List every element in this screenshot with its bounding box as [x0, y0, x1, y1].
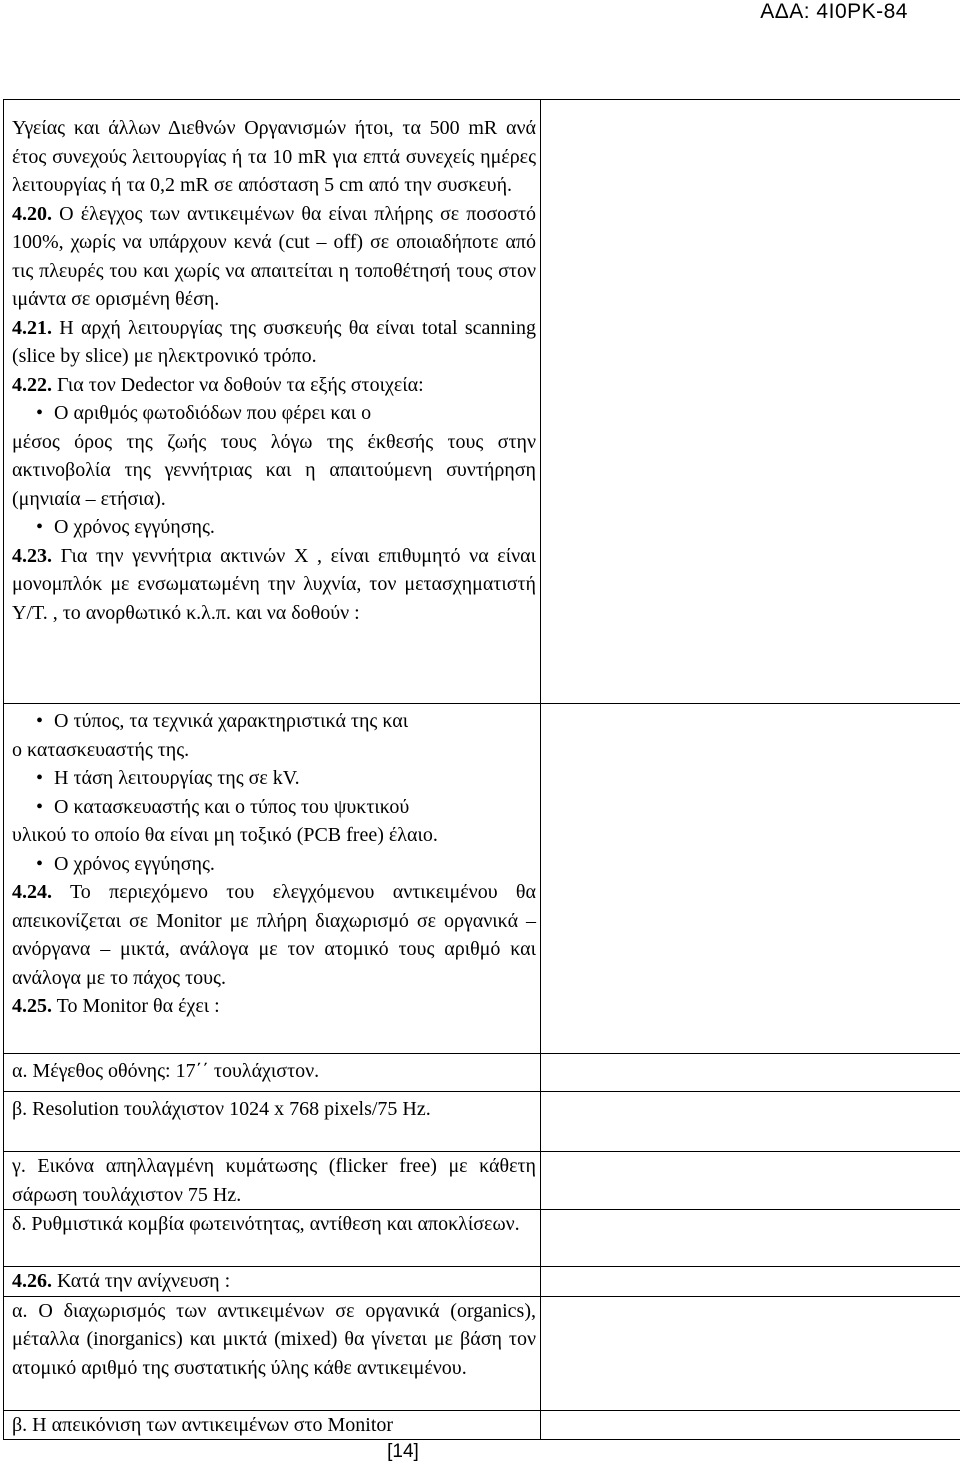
item-text: Για τον Dedector να δοθούν τα εξής στοιχεία: [52, 373, 424, 396]
bullet-icon: • [36, 795, 44, 818]
empty-cell [541, 1152, 960, 1210]
empty-cell [541, 1054, 960, 1092]
empty-cell [541, 1410, 960, 1440]
list-item [12, 513, 536, 542]
empty-cell [541, 1296, 960, 1410]
bullet-icon: • [36, 710, 44, 732]
table-row [4, 1267, 960, 1297]
spec-cell [4, 1152, 541, 1210]
spec-cell [4, 1296, 541, 1410]
monitor-spec-b: β. Resolution τουλάχιστον 1024 x 768 pixels/75 Hz. [12, 1098, 431, 1120]
paragraph-4-20 [12, 200, 536, 314]
page-number: [14] [387, 1441, 419, 1462]
list-item [12, 850, 536, 879]
list-item [12, 793, 536, 822]
item-number: 4.22. [12, 373, 52, 396]
spec-cell [4, 1410, 541, 1440]
spec-cell [4, 1210, 541, 1267]
paragraph-4-21 [12, 314, 536, 371]
empty-cell [541, 1092, 960, 1152]
document-id: ΑΔΑ: 4Ι0ΡΚ-84 [760, 0, 908, 23]
empty-cell [541, 1210, 960, 1267]
spec-cell [4, 704, 541, 1054]
list-item-text: Ο τύπος, τα τεχνικά χαρακτηριστικά της και [54, 710, 409, 732]
list-item-text: Η τάση λειτουργίας της σε kV. [54, 767, 300, 789]
list-item [12, 764, 536, 793]
table-row [4, 1152, 960, 1210]
spec-cell [4, 1267, 541, 1297]
list-item-text: Ο χρόνος εγγύησης. [54, 852, 215, 875]
monitor-spec-d: δ. Ρυθμιστικά κομβία φωτεινότητας, αντίθεση και αποκλίσεων. [12, 1213, 520, 1235]
list-item [12, 707, 536, 736]
table-row [4, 1092, 960, 1152]
paragraph-continuation: Υγείας και άλλων Διεθνών Οργανισμών ήτοι, τα 500 mR ανά έτος συνεχούς λειτουργίας ή τα 10 mR για επτά συνεχείς ημέρες λειτουργίας ή τα 0,2 mR σε απόσταση 5 cm από την συσκευή. [12, 117, 536, 196]
detection-spec-a: α. Ο διαχωρισμός των αντικειμένων σε οργανικά (organics), μέταλλα (inorganics) και μικτά (mixed) θα γίνεται με βάση τον ατομικό αριθμό της συστατικής ύλης κάθε αντικειμένου. [12, 1299, 536, 1379]
list-item-continuation: υλικού το οποίο θα είναι μη τοξικό (PCB free) έλαιο. [12, 824, 438, 846]
bullet-icon: • [36, 767, 44, 789]
table-row [4, 1054, 960, 1092]
paragraph-4-24 [12, 878, 536, 992]
paragraph-4-26 [12, 1267, 536, 1296]
spec-cell [4, 1054, 541, 1092]
paragraph-4-22 [12, 371, 536, 400]
empty-cell [541, 704, 960, 1054]
table-row [4, 1210, 960, 1267]
empty-cell [541, 100, 960, 704]
table-row [4, 1296, 960, 1410]
detection-spec-b: β. Η απεικόνιση των αντικειμένων στο Monitor [12, 1413, 394, 1436]
item-text: Για την γεννήτρια ακτινών Χ , είναι επιθυμητό να είναι μονομπλόκ με ενσωματωμένη την λυχνία, τον μετασχηματιστή Υ/Τ. , το ανορθωτικό κ.λ.π. και να δοθούν : [12, 544, 536, 624]
paragraph-4-23 [12, 542, 536, 628]
list-item-continuation: ο κατασκευαστής της. [12, 738, 190, 761]
item-number: 4.26. [12, 1270, 52, 1292]
list-item-text: Ο χρόνος εγγύησης. [54, 516, 215, 538]
bullet-icon: • [36, 852, 44, 875]
list-item-text: Ο αριθμός φωτοδιόδων που φέρει και ο [54, 402, 372, 424]
item-text: Το περιεχόμενο του ελεγχόμενου αντικειμένου θα απεικονίζεται σε Monitor με πλήρη διαχωρισμό σε οργανικά – ανόργανα – μικτά, ανάλογα με τον ατομικό τους αριθμό και ανάλογα με το πάχος τους. [12, 881, 536, 989]
bullet-icon: • [36, 516, 44, 538]
monitor-spec-a: α. Μέγεθος οθόνης: 17΄΄ τουλάχιστον. [12, 1060, 320, 1082]
item-text: Ο έλεγχος των αντικειμένων θα είναι πλήρης σε ποσοστό 100%, χωρίς να υπάρχουν κενά (cut – off) σε οποιαδήποτε από τις πλευρές του και χωρίς να απαιτείται η τοποθέτησή τους στον ιμάντα σε ορισμένη θέση. [12, 202, 536, 310]
spec-cell [4, 100, 541, 704]
item-number: 4.21. [12, 316, 52, 339]
table-row [4, 704, 960, 1054]
spec-cell [4, 1092, 541, 1152]
list-item-text: Ο κατασκευαστής και ο τύπος του ψυκτικού [54, 795, 410, 818]
specifications-table [3, 99, 960, 1440]
bullet-icon: • [36, 402, 44, 424]
item-number: 4.25. [12, 995, 52, 1017]
list-item [12, 399, 536, 428]
item-text: Η αρχή λειτουργίας της συσκευής θα είναι total scanning (slice by slice) με ηλεκτρονικό τρόπο. [12, 316, 536, 367]
monitor-spec-c: γ. Εικόνα απηλλαγμένη κυμάτωσης (flicker free) με κάθετη σάρωση τουλάχιστον 75 Hz. [12, 1155, 536, 1206]
list-item-continuation: μέσος όρος της ζωής τους λόγω της έκθεσής τους στην ακτινοβολία της γεννήτριας και η απαιτούμενη συντήρηση (μηνιαία – ετήσια). [12, 430, 536, 510]
empty-cell [541, 1267, 960, 1297]
item-text: Το Monitor θα έχει : [52, 995, 220, 1017]
item-number: 4.20. [12, 202, 52, 225]
item-number: 4.23. [12, 544, 52, 567]
table-row [4, 1410, 960, 1440]
item-text: Κατά την ανίχνευση : [52, 1270, 231, 1292]
paragraph-4-25 [12, 992, 536, 1021]
table-row [4, 100, 960, 704]
item-number: 4.24. [12, 881, 52, 903]
